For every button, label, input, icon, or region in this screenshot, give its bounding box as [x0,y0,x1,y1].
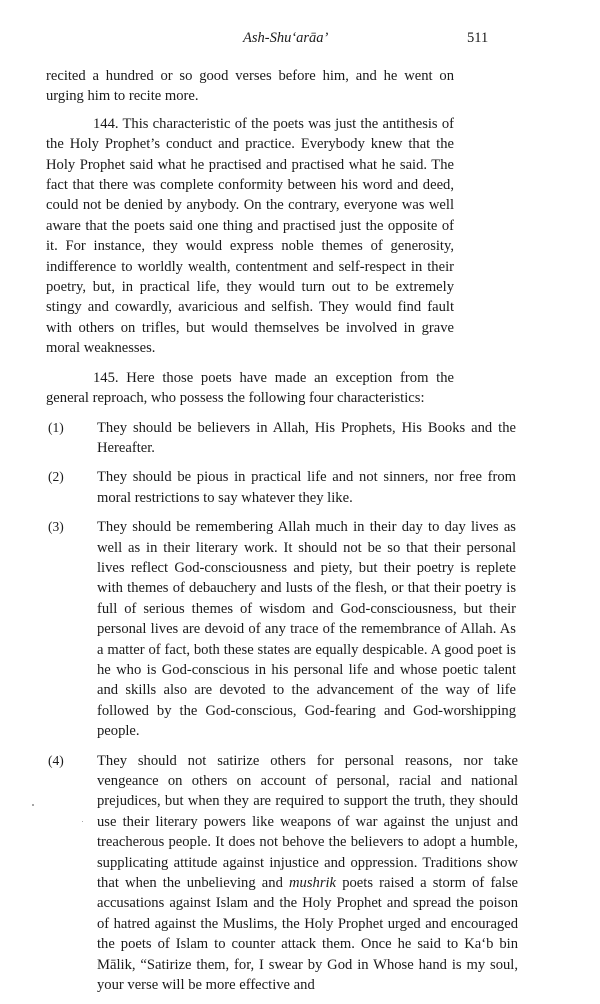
italic-term: mushrik [289,875,337,892]
list-item [46,751,518,996]
continuation-paragraph: recited a hundred or so good verses before him, and he went on urging him to recite more. [46,68,454,105]
list-item-number: (3) [48,519,64,535]
scan-speck [82,821,83,822]
list-item-text-after-term: poets raised a storm of false accusations against Islam and the Holy Prophet and spread the poison of hatred against the Muslims, the Holy Prophet urged and encouraged the poets of Islam to counter attack them. Once he said to Ka‘b bin Mālik, “Satirize them, for, I swear by God in Whose hand is my soul, your verse will be more effective and [97,875,518,994]
list-item-number: (4) [48,752,64,768]
list-item-text [97,751,518,996]
body-text [46,66,518,1004]
note-144-paragraph: 144. This characteristic of the poets was just the antithesis of the Holy Prophet’s conduct and practice. Everybody knew that the Holy Prophet said what he practised and practised what he said. The fact that there was complete conformity between his word and deed, could not be denied by anybody. On the contrary, everyone was well aware that the poets said one thing and practised just the opposite of it. For instance, they would express noble themes of generosity, indifference to worldly wealth, contentment and self-respect in their poetry, but, in practical life, they would turn out to be extremely stingy and cowardly, avaricious and selfish. They would find fault with others on trifles, but would themselves be involved in grave moral weaknesses. [46,115,454,357]
list-item-number: (1) [48,419,64,435]
list-item-text: They should be remembering Allah much in their day to day lives as well as in their literary work. It should not be so that their personal lives reflect God-consciousness and piety, but their poetry is replete with themes of debauchery and lusts of the flesh, or that their poetry is full of serious themes of wisdom and God-consciousness, but their personal lives are devoid of any trace of the remembrance of Allah. As a matter of fact, both these states are equally despicable. A good poet is he who is God-conscious in his personal life and whose poetic talent and skills also are devoted to the advancement of the way of life followed by the God-conscious, God-fearing and God-worshipping people. [97,519,516,740]
list-item [46,517,516,741]
list-item [46,418,516,459]
list-item-number: (2) [48,469,64,485]
characteristics-list [46,418,518,996]
list-item-text: They should be pious in practical life and not sinners, nor free from moral restrictions to say whatever they like. [97,469,516,506]
note-145-paragraph: 145. Here those poets have made an exception from the general reproach, who possess the following four characteristics: [46,369,454,407]
page-number: 511 [467,30,489,46]
list-item [46,467,516,508]
list-item-text-before-term: They should not satirize others for personal reasons, nor take vengeance on others on account of personal, racial and national prejudices, but when they are required to support the truth, they should use their literary powers like weapons of war against the unjust and treacherous people. It does not behove the believers to adopt a humble, supplicating attitude against injustice and oppression. Traditions show that when the unbelieving and [97,752,518,892]
scan-speck [32,804,34,806]
running-head [0,30,600,50]
running-title: Ash-Shu‘arāa’ [243,30,329,46]
list-item-text: They should be believers in Allah, His Prophets, His Books and the Hereafter. [97,419,516,456]
